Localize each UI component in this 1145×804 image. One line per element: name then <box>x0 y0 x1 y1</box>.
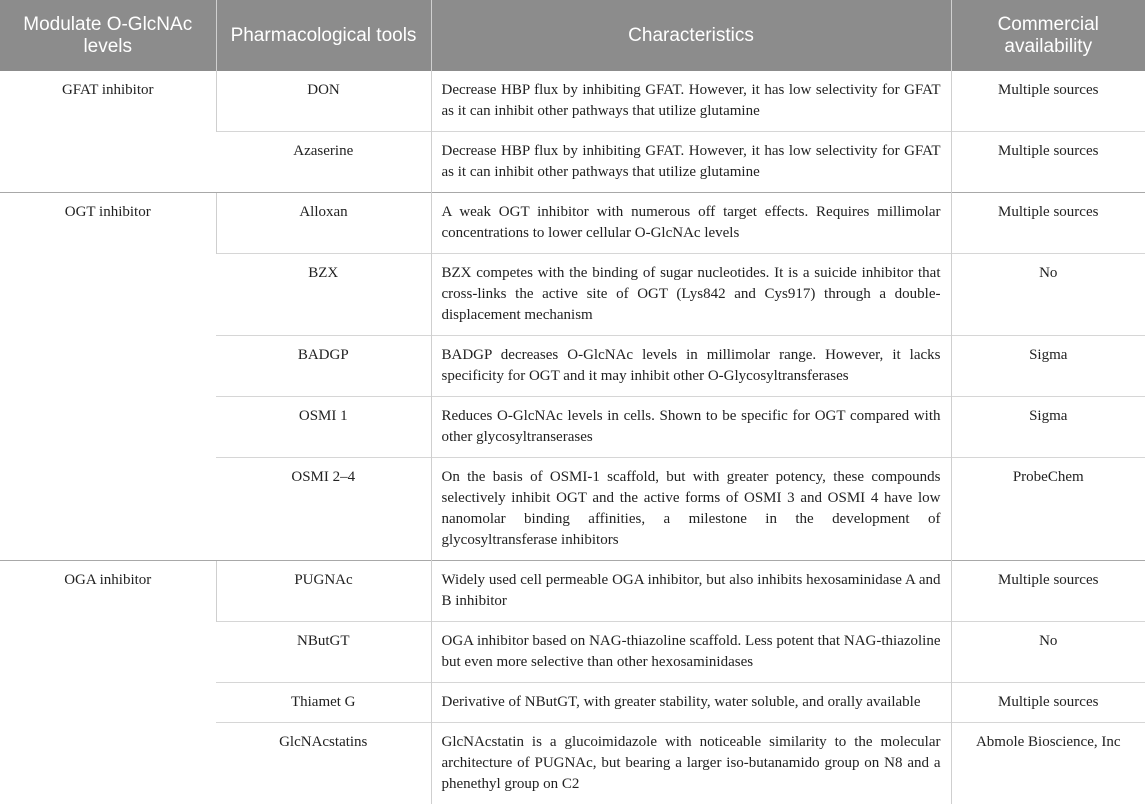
availability-cell: Sigma <box>951 336 1145 397</box>
characteristics-cell: Widely used cell permeable OGA inhibitor, but also inhibits hexosaminidase A and B inhibitor <box>431 561 951 622</box>
availability-cell: Multiple sources <box>951 683 1145 723</box>
header-modulate: Modulate O-GlcNAc levels <box>0 0 216 71</box>
characteristics-cell: GlcNAcstatin is a glucoimidazole with noticeable similarity to the molecular architecture of PUGNAc, but bearing a larger iso-butanamido group on N8 and a phenethyl group on C2 <box>431 723 951 804</box>
tool-cell: PUGNAc <box>216 561 431 622</box>
characteristics-cell: Derivative of NButGT, with greater stability, water soluble, and orally available <box>431 683 951 723</box>
table-row <box>0 561 1145 622</box>
characteristics-cell: Decrease HBP flux by inhibiting GFAT. However, it has low selectivity for GFAT as it can inhibit other pathways that utilize glutamine <box>431 71 951 132</box>
tool-cell: BADGP <box>216 336 431 397</box>
category-cell: GFAT inhibitor <box>0 71 216 193</box>
characteristics-cell: A weak OGT inhibitor with numerous off target effects. Requires millimolar concentrations to lower cellular O-GlcNAc levels <box>431 193 951 254</box>
availability-cell: Sigma <box>951 397 1145 458</box>
availability-cell: Abmole Bioscience, Inc <box>951 723 1145 804</box>
availability-cell: Multiple sources <box>951 132 1145 193</box>
tool-cell: OSMI 1 <box>216 397 431 458</box>
tool-cell: DON <box>216 71 431 132</box>
availability-cell: No <box>951 622 1145 683</box>
characteristics-cell: Decrease HBP flux by inhibiting GFAT. However, it has low selectivity for GFAT as it can inhibit other pathways that utilize glutamine <box>431 132 951 193</box>
characteristics-cell: BADGP decreases O-GlcNAc levels in millimolar range. However, it lacks specificity for OGT and it may inhibit other O-Glycosyltransferases <box>431 336 951 397</box>
tool-cell: Alloxan <box>216 193 431 254</box>
availability-cell: Multiple sources <box>951 561 1145 622</box>
tool-cell: GlcNAcstatins <box>216 723 431 804</box>
availability-cell: Multiple sources <box>951 193 1145 254</box>
header-characteristics: Characteristics <box>431 0 951 71</box>
availability-cell: Multiple sources <box>951 71 1145 132</box>
characteristics-cell: BZX competes with the binding of sugar nucleotides. It is a suicide inhibitor that cross-links the active site of OGT (Lys842 and Cys917) through a double-displacement mechanism <box>431 254 951 336</box>
characteristics-cell: OGA inhibitor based on NAG-thiazoline scaffold. Less potent that NAG-thiazoline but even more selective than other hexosaminidases <box>431 622 951 683</box>
header-row <box>0 0 1145 71</box>
tool-cell: NButGT <box>216 622 431 683</box>
availability-cell: ProbeChem <box>951 458 1145 561</box>
category-cell: OGT inhibitor <box>0 193 216 561</box>
availability-cell: No <box>951 254 1145 336</box>
characteristics-cell: Reduces O-GlcNAc levels in cells. Shown to be specific for OGT compared with other glycosyltranserases <box>431 397 951 458</box>
tool-cell: OSMI 2–4 <box>216 458 431 561</box>
header-availability: Commercial availability <box>951 0 1145 71</box>
tool-cell: Thiamet G <box>216 683 431 723</box>
tool-cell: BZX <box>216 254 431 336</box>
category-cell: OGA inhibitor <box>0 561 216 804</box>
table-row <box>0 193 1145 254</box>
tool-cell: Azaserine <box>216 132 431 193</box>
characteristics-cell: On the basis of OSMI-1 scaffold, but with greater potency, these compounds selectively inhibit OGT and the active forms of OSMI 3 and OSMI 4 have low nanomolar binding affinities, a milestone in the development of glycosyltransferase inhibitors <box>431 458 951 561</box>
table-row <box>0 71 1145 132</box>
header-tools: Pharmacological tools <box>216 0 431 71</box>
